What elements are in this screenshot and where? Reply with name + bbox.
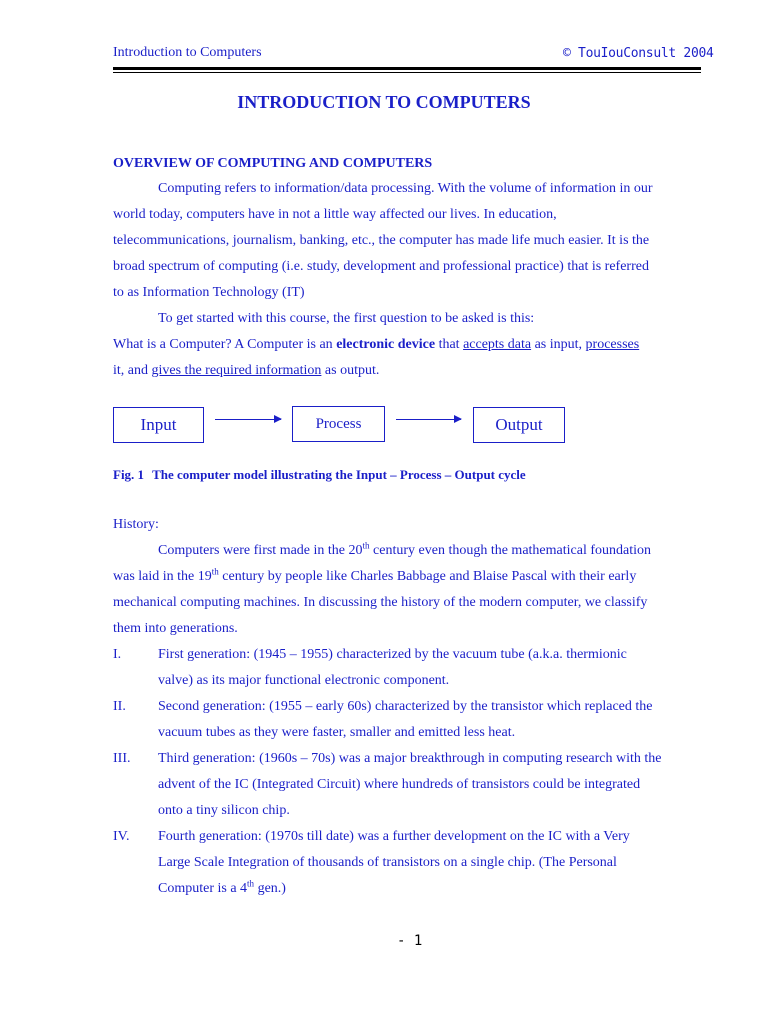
paragraph-line: To get started with this course, the first question to be asked is this: xyxy=(158,311,535,326)
paragraph-line: world today, computers have in not a little way affected our lives. In education, xyxy=(113,207,557,222)
superscript: th xyxy=(211,566,219,577)
text-span: was laid in the 19 xyxy=(113,569,212,584)
definition-text: as output. xyxy=(321,363,380,378)
list-number: IV. xyxy=(113,829,130,844)
text-span: gen.) xyxy=(254,881,286,896)
superscript: th xyxy=(247,878,255,889)
input-box xyxy=(113,407,204,443)
figure-text: The computer model illustrating the Input – Process – Output cycle xyxy=(152,467,526,482)
list-number: II. xyxy=(113,699,126,714)
list-number: III. xyxy=(113,751,131,766)
list-item-line: First generation: (1945 – 1955) characterized by the vacuum tube (a.k.a. thermionic xyxy=(158,647,627,662)
output-box xyxy=(473,407,565,443)
list-item-line: vacuum tubes as they were faster, smaller and emitted less heat. xyxy=(158,725,516,740)
paragraph-line: mechanical computing machines. In discussing the history of the modern computer, we classify xyxy=(113,595,648,610)
section-heading: OVERVIEW OF COMPUTING AND COMPUTERS xyxy=(113,156,433,171)
text-span: Computers were first made in the 20 xyxy=(158,543,363,558)
definition-line xyxy=(113,363,379,379)
header-rule-thick xyxy=(113,67,701,70)
figure-label: Fig. 1 xyxy=(113,467,145,482)
definition-line xyxy=(113,337,639,353)
definition-bold: electronic device xyxy=(336,337,436,352)
definition-underline: processes xyxy=(585,337,640,352)
definition-text: it, and xyxy=(113,363,152,378)
definition-text: as input, xyxy=(531,337,586,352)
page-title: INTRODUCTION TO COMPUTERS xyxy=(237,92,531,112)
header-rule-thin xyxy=(113,72,701,73)
arrow-icon xyxy=(215,419,281,420)
process-box xyxy=(292,406,385,442)
list-item-line: Third generation: (1960s – 70s) was a major breakthrough in computing research with the xyxy=(158,751,662,766)
paragraph-line xyxy=(113,566,637,585)
list-number: I. xyxy=(113,647,122,662)
paragraph-line: them into generations. xyxy=(113,621,238,636)
header-copyright: © TouIouConsult 2004 xyxy=(563,46,714,61)
definition-text: What is a Computer? A Computer is an xyxy=(113,337,337,352)
paragraph-line: Computing refers to information/data processing. With the volume of information in our xyxy=(158,181,653,196)
process-label: Process xyxy=(315,415,362,432)
list-item-line: Large Scale Integration of thousands of transistors on a single chip. (The Personal xyxy=(158,855,617,870)
input-label: Input xyxy=(140,415,177,434)
definition-text: that xyxy=(435,337,464,352)
definition-underline: accepts data xyxy=(463,337,532,352)
list-item-line: onto a tiny silicon chip. xyxy=(158,803,290,818)
list-item-line: valve) as its major functional electronic component. xyxy=(158,673,450,688)
list-item-line: advent of the IC (Integrated Circuit) where hundreds of transistors could be integrated xyxy=(158,777,641,792)
list-item-line xyxy=(158,878,286,897)
history-heading: History: xyxy=(113,517,159,532)
text-span: century even though the mathematical foundation xyxy=(369,543,651,558)
list-item-line: Fourth generation: (1970s till date) was a further development on the IC with a Very xyxy=(158,829,630,844)
output-label: Output xyxy=(495,415,543,434)
figure-caption xyxy=(113,467,526,483)
definition-underline: gives the required information xyxy=(151,363,322,378)
list-item-line: Second generation: (1955 – early 60s) characterized by the transistor which replaced the xyxy=(158,699,653,714)
superscript: th xyxy=(362,540,370,551)
paragraph-line: broad spectrum of computing (i.e. study, development and professional practice) that is referred xyxy=(113,259,649,274)
paragraph-line: telecommunications, journalism, banking, etc., the computer has made life much easier. It is the xyxy=(113,233,650,248)
paragraph-line xyxy=(158,540,651,559)
paragraph-line: to as Information Technology (IT) xyxy=(113,285,305,300)
text-span: century by people like Charles Babbage and Blaise Pascal with their early xyxy=(218,569,637,584)
arrow-icon xyxy=(396,419,461,420)
header-title: Introduction to Computers xyxy=(113,45,262,60)
text-span: Computer is a 4 xyxy=(158,881,248,896)
page-number: - 1 xyxy=(397,933,423,949)
